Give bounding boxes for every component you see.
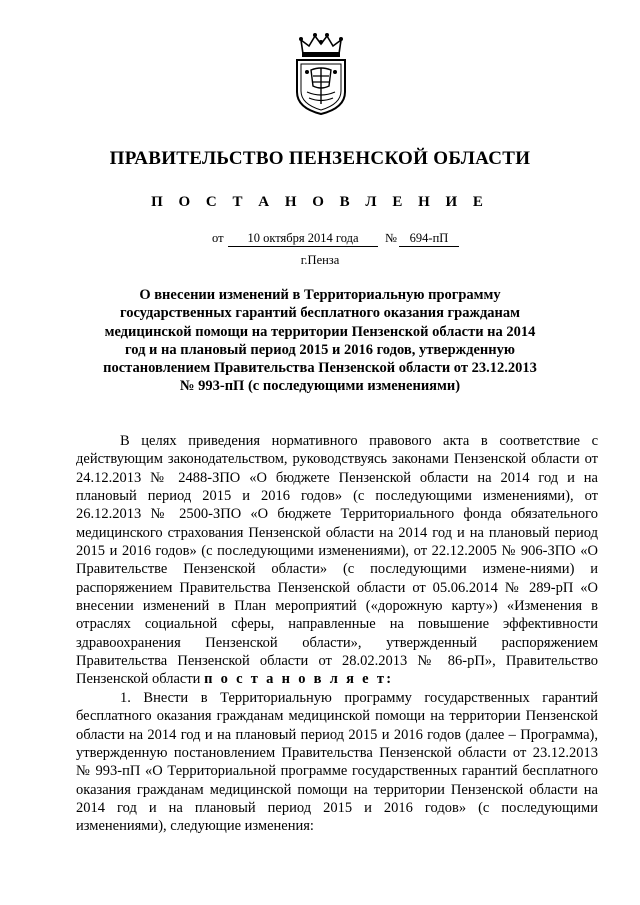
government-name: ПРАВИТЕЛЬСТВО ПЕНЗЕНСКОЙ ОБЛАСТИ <box>109 148 531 169</box>
document-type: П О С Т А Н О В Л Е Н И Е <box>151 194 489 210</box>
document-number: 694-пП <box>399 231 459 247</box>
date-prefix: от <box>212 231 224 245</box>
document-date: 10 октября 2014 года <box>228 231 378 247</box>
city: г.Пенза <box>300 253 340 267</box>
preamble-paragraph <box>76 432 598 689</box>
preamble-text: В целях приведения нормативного правового акта в соответствие с действующим законодательством, руководствуясь законами Пензенской области от 24.12.2013 № 2488-ЗПО «О бюджете Пензенской области на 2014 год и на плановый период 2015 и 2016 годов» (с последующими изменениями), от 26.12.2013 № 2500-ЗПО «О бюджете Территориального фонда обязательного медицинского страхования Пензенской области на 2014 год и на плановый период 2015 и 2016 годов» (с последующими изменениями), от 22.12.2005 № 906-ЗПО «О Правительстве Пензенской области» (с последующими измене-ниями) и распоряжением Правительства Пензенской области от 05.06.2014 № 289-рП «О внесении изменений в План мероприятий («дорожную карту») «Изменения в отраслях социальной сферы, направленные на повышение эффективности здравоохранения Пензенской области», утвержденный распоряжением Правительства Пензенской области от 28.02.2013 № 86-рП», Правительство Пензенской области <box>76 433 598 688</box>
item-1-paragraph: 1. Внести в Территориальную программу государственных гарантий бесплатного оказания гражданам медицинской помощи на территории Пензенской области на 2014 год и на плановый период 2015 и 2016 годов (далее – Программа), утвержденную постановлением Правительства Пензенской области от 23.12.2013 № 993-пП «О Территориальной программе государственных гарантий бесплатного оказания гражданам медицинской помощи на территории Пензенской области на 2014 год и на плановый период 2015 и 2016 годов» (с последующими изменениями), следующие изменения: <box>76 689 598 835</box>
resolves-word: п о с т а н о в л я е т: <box>204 671 394 688</box>
document-body <box>76 432 598 836</box>
document-title: О внесении изменений в Территориальную программу государственных гарантий бесплатного оказания гражданам медицинской помощи на территории Пензенской области на 2014 год и на плановый период 2015 и 2016 годов, утвержденную постановлением Правительства Пензенской области от 23.12.2013 № 993-пП (с последующими изменениями) <box>103 287 537 395</box>
coat-of-arms-emblem <box>289 32 353 116</box>
number-prefix: № <box>385 231 397 245</box>
